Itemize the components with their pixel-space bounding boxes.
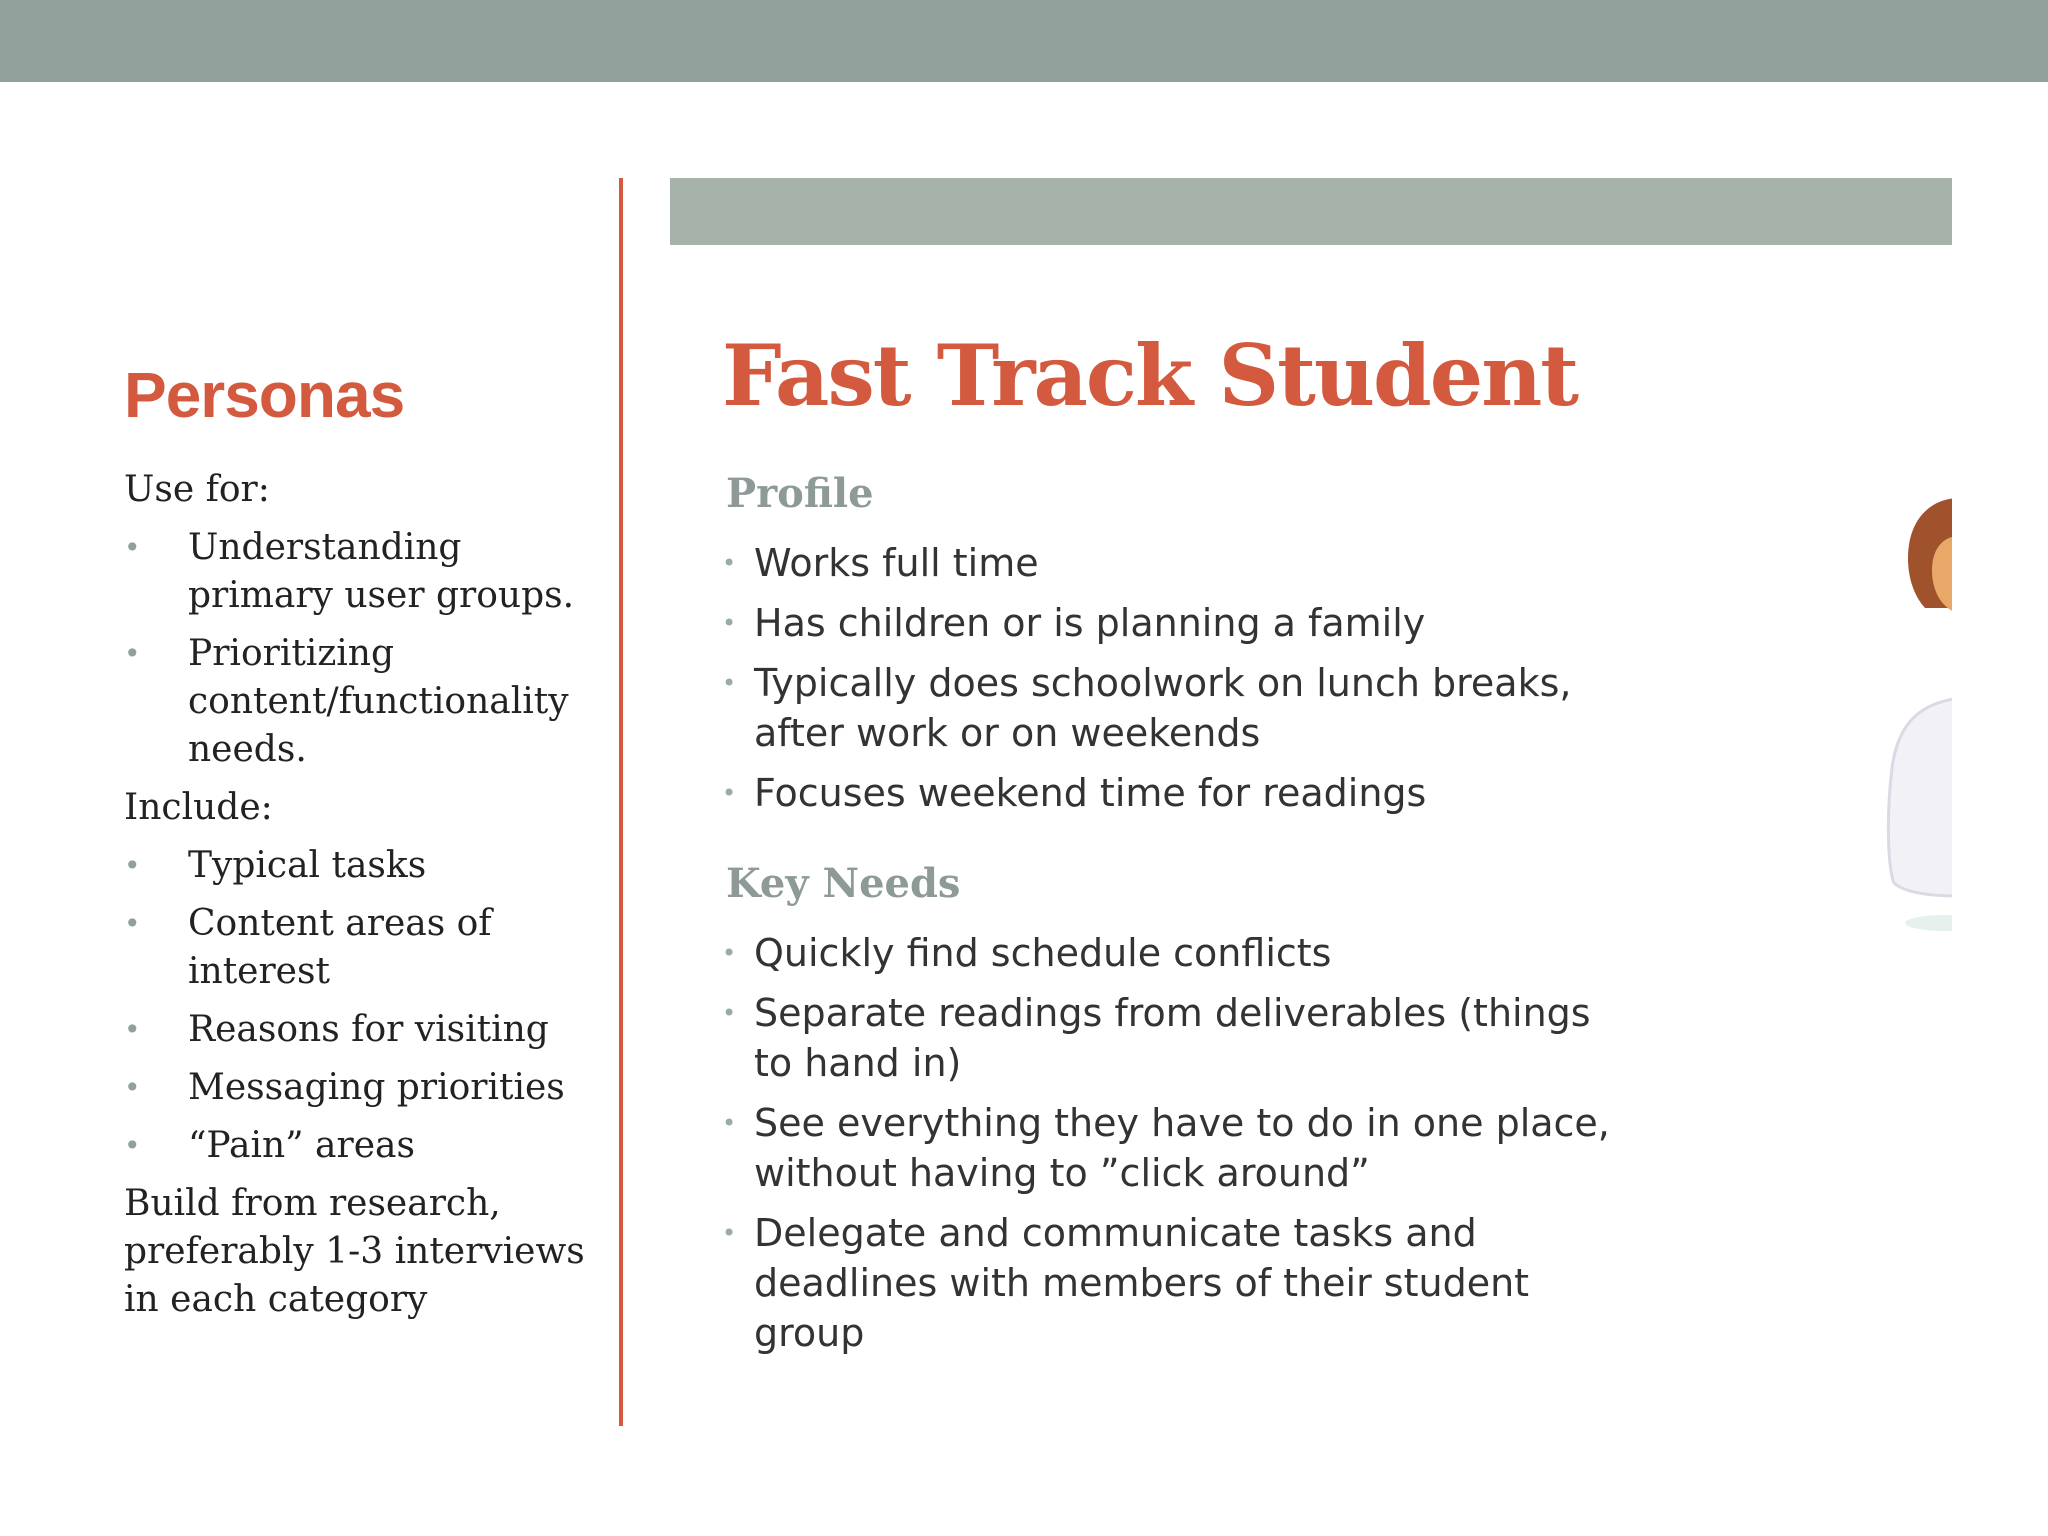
- list-item: • Typically does schoolwork on lunch breaks, after work or on weekends: [722, 658, 1622, 758]
- bullet-dot-icon: •: [722, 549, 737, 577]
- list-item: • Has children or is planning a family: [722, 598, 1622, 648]
- bullet-dot-icon: •: [722, 939, 737, 967]
- list-item: • Prioritizing content/functionality needs.: [124, 630, 594, 774]
- list-item: • Focuses weekend time for readings: [722, 768, 1622, 818]
- bullet-dot-icon: •: [124, 531, 141, 565]
- persona-card: [670, 178, 1952, 1403]
- key-needs-heading: Key Needs: [726, 860, 961, 907]
- list-item: • Separate readings from deliverables (things to hand in): [722, 988, 1622, 1088]
- bullet-dot-icon: •: [722, 609, 737, 637]
- closing-note: Build from research, preferably 1-3 interviews in each category: [124, 1183, 585, 1321]
- use-for-label: Use for:: [124, 469, 270, 511]
- list-item: • Quickly find schedule conflicts: [722, 928, 1622, 978]
- bullet-dot-icon: •: [124, 849, 141, 883]
- list-item: • Reasons for visiting: [124, 1006, 594, 1054]
- vertical-divider: [619, 178, 623, 1426]
- list-item: • Messaging priorities: [124, 1064, 594, 1112]
- bullet-dot-icon: •: [124, 1071, 141, 1105]
- profile-heading: Profile: [726, 470, 874, 517]
- bullet-dot-icon: •: [124, 1013, 141, 1047]
- slide-title: Personas: [124, 359, 405, 431]
- list-item: • Content areas of interest: [124, 900, 594, 996]
- key-needs-list: [722, 928, 1622, 1368]
- bullet-dot-icon: •: [124, 1129, 141, 1163]
- bullet-dot-icon: •: [722, 1219, 737, 1247]
- list-item: • Understanding primary user groups.: [124, 524, 594, 620]
- bullet-dot-icon: •: [722, 1109, 737, 1137]
- top-band: [0, 0, 2048, 82]
- list-item: • Typical tasks: [124, 842, 594, 890]
- left-column: [124, 360, 594, 1334]
- persona-title: Fast Track Student: [722, 326, 1578, 425]
- bullet-dot-icon: •: [124, 907, 141, 941]
- include-list: [124, 842, 594, 1170]
- list-item: • Works full time: [722, 538, 1622, 588]
- use-for-list: [124, 524, 594, 774]
- include-label: Include:: [124, 787, 273, 829]
- bullet-dot-icon: •: [722, 999, 737, 1027]
- bullet-dot-icon: •: [722, 779, 737, 807]
- list-item: • “Pain” areas: [124, 1122, 594, 1170]
- profile-list: [722, 538, 1622, 828]
- card-header-band: [670, 178, 1952, 245]
- bullet-dot-icon: •: [124, 637, 141, 671]
- bullet-dot-icon: •: [722, 669, 737, 697]
- list-item: • Delegate and communicate tasks and deadlines with members of their student group: [722, 1208, 1622, 1358]
- person-avatar-icon: [1850, 498, 1952, 938]
- list-item: • See everything they have to do in one place, without having to ”click around”: [722, 1098, 1622, 1198]
